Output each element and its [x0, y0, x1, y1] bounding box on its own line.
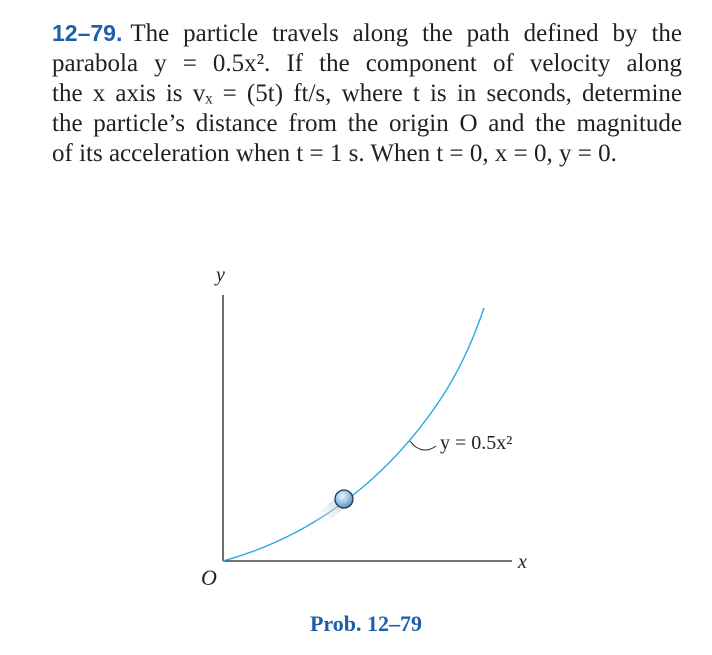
problem-line-2: parabola y = 0.5x². If the component of velocity along — [52, 50, 682, 77]
problem-line-3: the x axis is vₓ = (5t) ft/s, where t is in seconds, determine — [52, 80, 682, 107]
curve-label-leader — [410, 441, 436, 450]
y-axis-label: y — [216, 264, 225, 286]
particle — [335, 490, 353, 508]
curve-equation-label: y = 0.5x² — [440, 432, 513, 454]
problem-line-4: the particle’s distance from the origin O and the magnitude — [52, 110, 682, 137]
figure-caption: Prob. 12–79 — [309, 611, 423, 636]
origin-label: O — [201, 565, 217, 590]
problem-line-5: of its acceleration when t = 1 s. When t = 0, x = 0, y = 0. — [52, 140, 617, 167]
x-axis-label: x — [518, 551, 527, 573]
problem-number: 12–79. — [52, 20, 123, 46]
problem-text-1: The particle travels along the path defined by the — [130, 20, 682, 47]
